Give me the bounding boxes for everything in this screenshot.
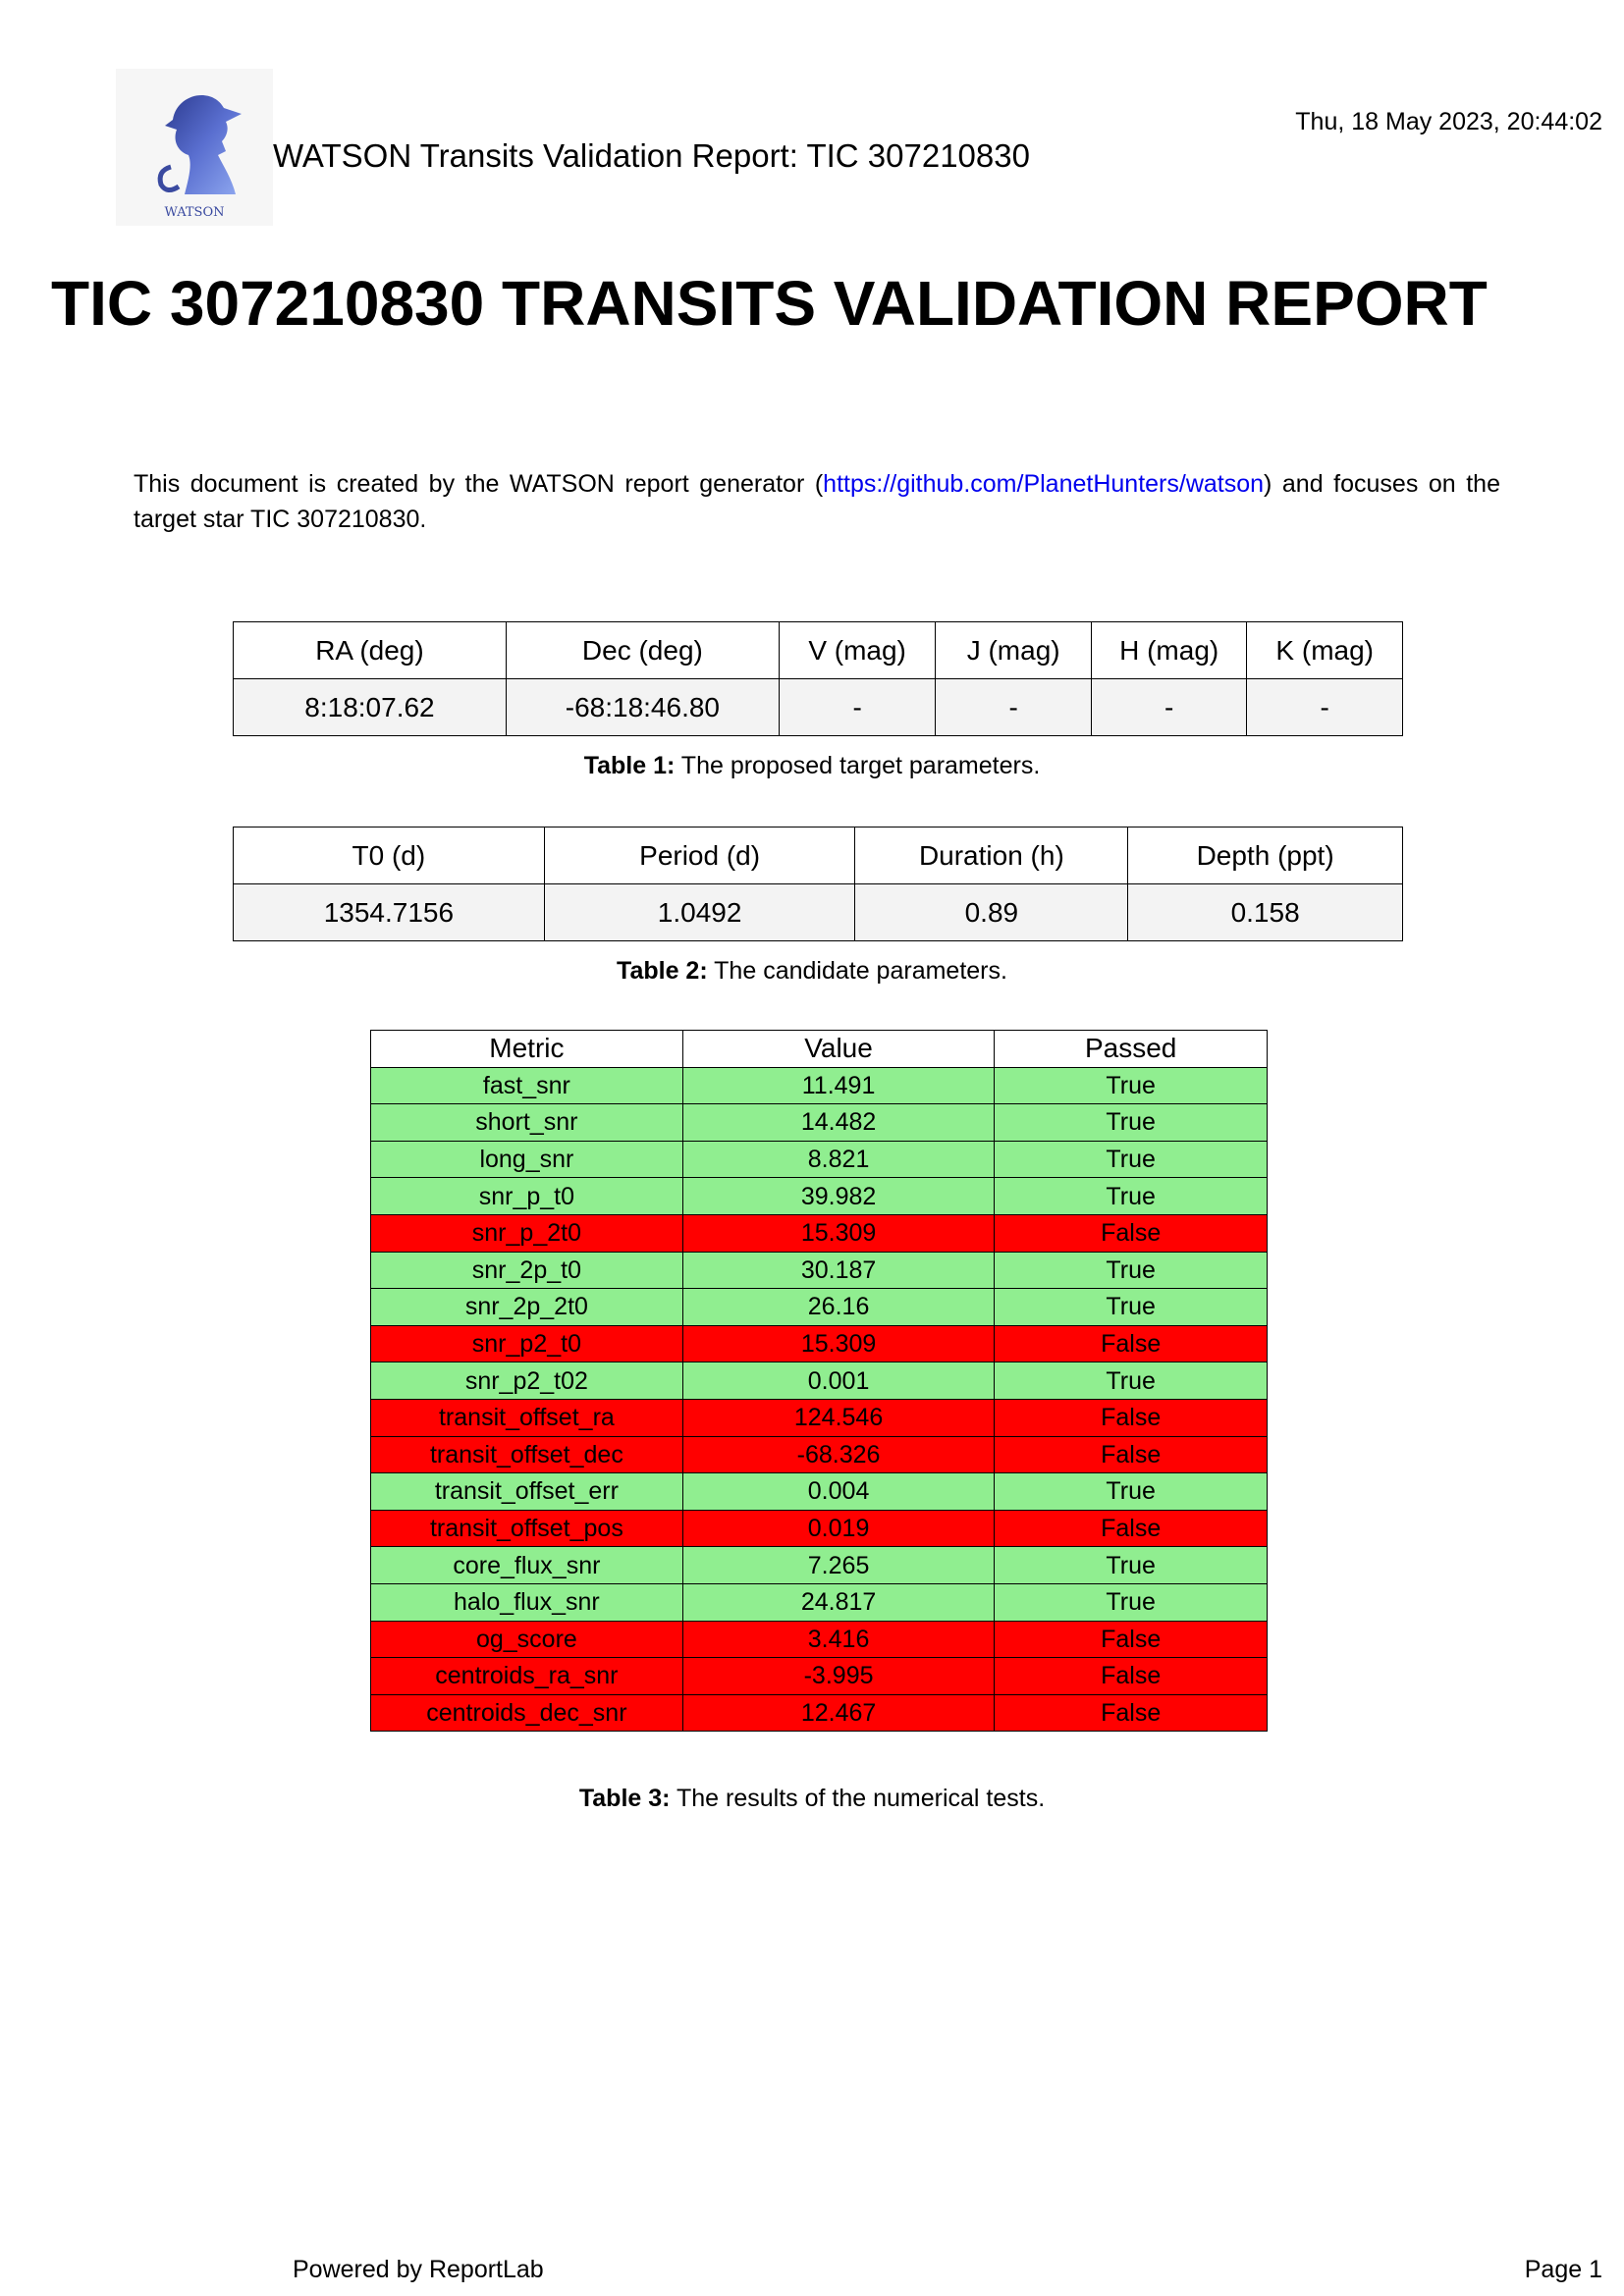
table-1-caption [0,752,1624,780]
table-cell-passed: False [995,1214,1268,1252]
table-cell: - [936,679,1092,736]
table-cell-metric: snr_2p_2t0 [371,1289,683,1326]
table-row [371,1141,1268,1178]
table-row [371,1436,1268,1473]
header-cell: J (mag) [936,622,1092,679]
header-cell: Depth (ppt) [1128,828,1403,884]
table-row [371,1510,1268,1547]
header-cell: Period (d) [544,828,855,884]
table-row [371,1252,1268,1289]
table-cell-passed: True [995,1362,1268,1400]
header-cell: RA (deg) [234,622,507,679]
table-cell-value: 0.001 [682,1362,995,1400]
table-2-caption [0,957,1624,986]
table-cell-passed: False [995,1694,1268,1732]
table-row [371,1214,1268,1252]
table-cell-value: 24.817 [682,1583,995,1621]
table-cell-metric: snr_p_2t0 [371,1214,683,1252]
footer-powered-by: Powered by ReportLab [293,2256,544,2283]
table-cell-passed: True [995,1104,1268,1142]
table-cell-metric: core_flux_snr [371,1547,683,1584]
table-cell-value: 8.821 [682,1141,995,1178]
table-header-row [371,1031,1268,1068]
table-cell-metric: snr_p2_t0 [371,1325,683,1362]
results-body [371,1067,1268,1732]
table-cell-metric: snr_p_t0 [371,1178,683,1215]
footer-page-number: Page 1 [1524,2256,1602,2283]
table-cell-passed: True [995,1252,1268,1289]
numerical-tests-table [370,1030,1268,1732]
table-row [371,1621,1268,1658]
table-cell-metric: snr_p2_t02 [371,1362,683,1400]
table-cell-value: 12.467 [682,1694,995,1732]
table-cell-value: 39.982 [682,1178,995,1215]
table-cell-value: 0.019 [682,1510,995,1547]
candidate-parameters-table [233,827,1403,941]
table-header-row [234,622,1403,679]
report-timestamp: Thu, 18 May 2023, 20:44:02 [1295,108,1602,135]
caption-label: Table 2: [617,957,708,985]
table-row [371,1547,1268,1584]
table-cell-passed: False [995,1399,1268,1436]
table-row [371,1583,1268,1621]
table-cell-passed: True [995,1141,1268,1178]
table-cell-metric: snr_2p_t0 [371,1252,683,1289]
table-cell-passed: False [995,1510,1268,1547]
table-cell-value: 14.482 [682,1104,995,1142]
page-title: TIC 307210830 TRANSITS VALIDATION REPORT [51,268,1488,339]
table-row [371,1178,1268,1215]
table-row [371,1694,1268,1732]
table-cell-value: 30.187 [682,1252,995,1289]
table-cell-passed: False [995,1325,1268,1362]
table-cell-value: 3.416 [682,1621,995,1658]
table-cell-metric: fast_snr [371,1067,683,1104]
intro-paragraph [134,466,1500,537]
github-link[interactable]: https://github.com/PlanetHunters/watson [823,470,1265,498]
table-cell-metric: centroids_ra_snr [371,1658,683,1695]
header-cell: K (mag) [1247,622,1403,679]
table-row [234,884,1403,941]
table-cell: 0.158 [1128,884,1403,941]
table-cell-metric: og_score [371,1621,683,1658]
table-cell-passed: True [995,1583,1268,1621]
header-title: WATSON Transits Validation Report: TIC 307210830 [273,137,1030,174]
caption-label: Table 3: [578,1785,671,1812]
table-cell-passed: True [995,1547,1268,1584]
table-cell-metric: long_snr [371,1141,683,1178]
header-cell: V (mag) [779,622,936,679]
table-cell-value: 15.309 [682,1214,995,1252]
header-cell: Passed [995,1031,1268,1068]
table-cell-value: 7.265 [682,1547,995,1584]
header-cell: Value [682,1031,995,1068]
watson-logo [116,69,273,226]
table-cell-metric: centroids_dec_snr [371,1694,683,1732]
logo-text: WATSON [164,205,225,220]
table-cell: 1.0492 [544,884,855,941]
table-cell-metric: transit_offset_err [371,1473,683,1511]
caption-text: The candidate parameters. [707,957,1007,985]
table-cell-metric: transit_offset_pos [371,1510,683,1547]
table-cell: - [1247,679,1403,736]
table-cell-value: 0.004 [682,1473,995,1511]
table-row [371,1399,1268,1436]
table-cell: - [779,679,936,736]
table-cell-value: 11.491 [682,1067,995,1104]
table-cell-metric: transit_offset_dec [371,1436,683,1473]
table-cell-metric: short_snr [371,1104,683,1142]
caption-label: Table 1: [583,752,676,779]
table-cell-value: -3.995 [682,1658,995,1695]
table-cell-metric: halo_flux_snr [371,1583,683,1621]
table-3-caption [0,1785,1624,1813]
caption-text: The results of the numerical tests. [670,1785,1046,1812]
header-cell: Metric [371,1031,683,1068]
table-header-row [234,828,1403,884]
sherlock-silhouette-icon [116,69,273,226]
header-cell: T0 (d) [234,828,545,884]
table-cell-passed: False [995,1658,1268,1695]
table-cell: - [1091,679,1247,736]
table-row [371,1362,1268,1400]
target-parameters-table [233,621,1403,736]
table-row [371,1067,1268,1104]
table-cell-passed: True [995,1473,1268,1511]
table-cell-passed: True [995,1178,1268,1215]
table-cell: 8:18:07.62 [234,679,507,736]
caption-text: The proposed target parameters. [675,752,1041,779]
table-cell-metric: transit_offset_ra [371,1399,683,1436]
table-cell-passed: True [995,1067,1268,1104]
header-cell: Duration (h) [855,828,1128,884]
table-cell-value: 124.546 [682,1399,995,1436]
table-row [234,679,1403,736]
table-cell-value: -68.326 [682,1436,995,1473]
table-cell: 1354.7156 [234,884,545,941]
table-cell-passed: True [995,1289,1268,1326]
table-cell-passed: False [995,1621,1268,1658]
header-cell: Dec (deg) [506,622,779,679]
table-row [371,1289,1268,1326]
table-cell: -68:18:46.80 [506,679,779,736]
table-cell-value: 26.16 [682,1289,995,1326]
table-row [371,1325,1268,1362]
header-cell: H (mag) [1091,622,1247,679]
intro-text-start: This document is created by the WATSON report generator ( [134,470,824,498]
intro-text-end: ) and focuses on the target star TIC 307210830. [134,470,1500,533]
table-row [371,1658,1268,1695]
table-cell-passed: False [995,1436,1268,1473]
table-cell: 0.89 [855,884,1128,941]
table-row [371,1104,1268,1142]
table-row [371,1473,1268,1511]
table-cell-value: 15.309 [682,1325,995,1362]
